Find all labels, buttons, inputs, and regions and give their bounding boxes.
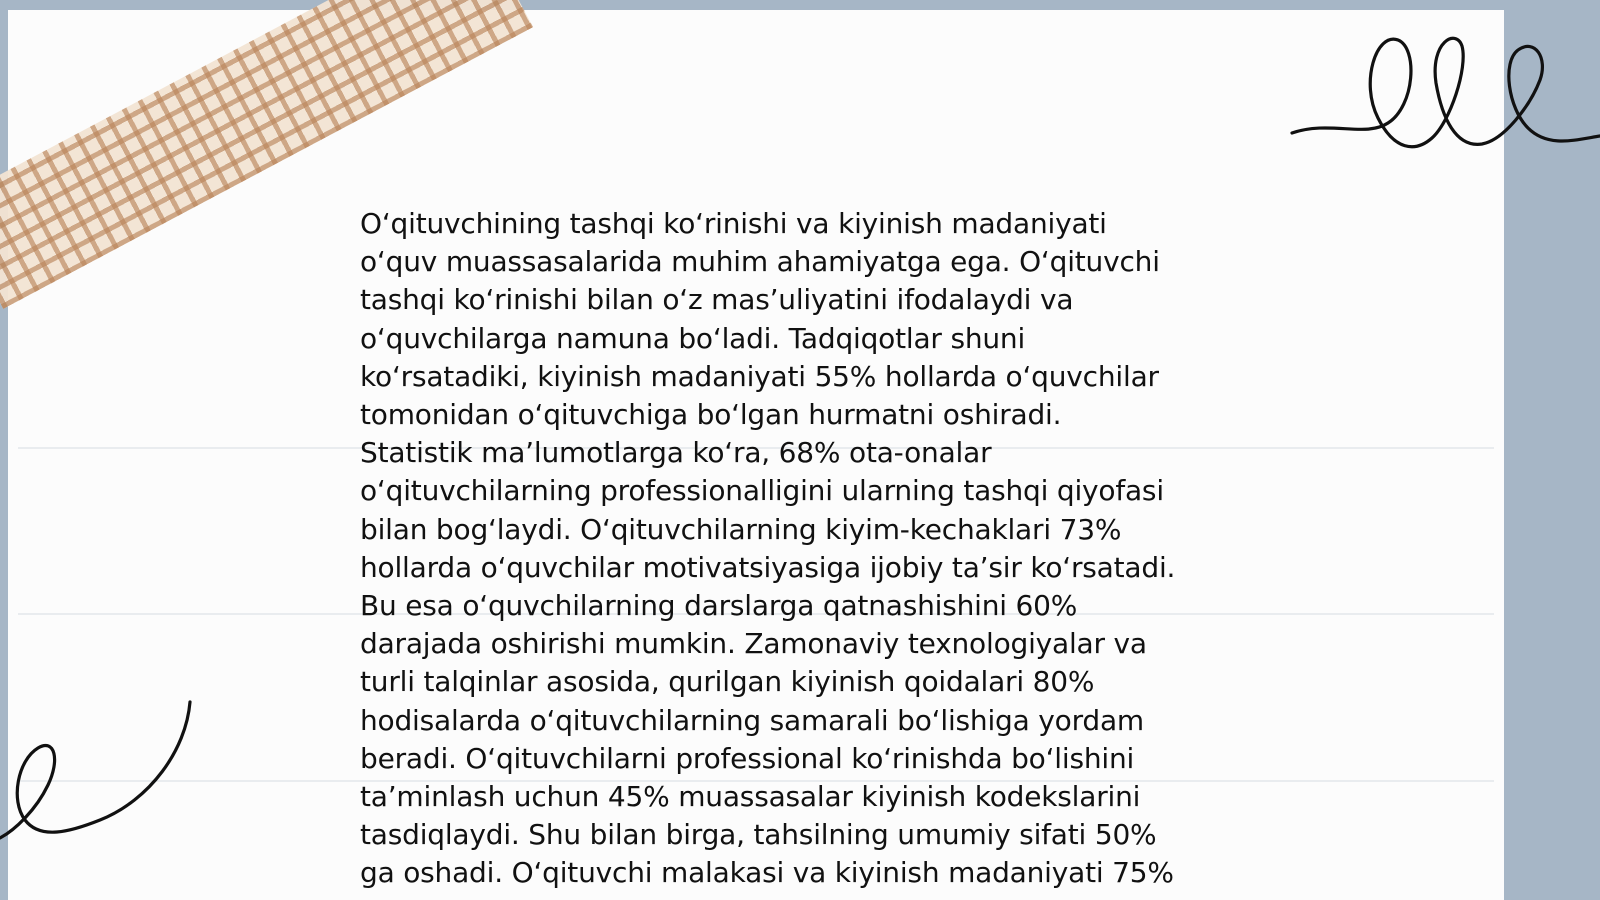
paragraph-line: ko‘rsatadiki, kiyinish madaniyati 55% hollarda o‘quvchilar [360,359,1159,393]
paragraph-line: hodisalarda o‘qituvchilarning samarali bo‘lishiga yordam [360,703,1145,737]
swirl-doodle-bottom [0,690,200,850]
paragraph-line: Bu esa o‘quvchilarning darslarga qatnashishini 60% [360,589,1078,623]
paragraph-line: darajada oshirishi mumkin. Zamonaviy texnologiyalar va [360,627,1147,661]
paragraph-line: beradi. O‘qituvchilarni professional ko‘rinishda bo‘lishini [360,741,1135,775]
paragraph-line: hollarda o‘quvchilar motivatsiyasiga ijobiy ta’sir ko‘rsatadi. [360,550,1176,584]
paragraph-line: Statistik ma’lumotlarga ko‘ra, 68% ota-onalar [360,436,992,470]
paragraph-line: tomonidan o‘qituvchiga bo‘lgan hurmatni oshiradi. [360,398,1062,432]
paragraph-line: tasdiqlaydi. Shu bilan birga, tahsilning umumiy sifati 50% [360,818,1157,852]
paragraph-line: o‘quv muassasalarida muhim ahamiyatga ega. O‘qituvchi [360,245,1160,279]
paragraph-line: o‘quvchilarga namuna bo‘ladi. Tadqiqotlar shuni [360,321,1026,355]
paragraph-line: ta’minlash uchun 45% muassasalar kiyinish kodekslarini [360,780,1141,814]
paragraph-line: tashqi ko‘rinishi bilan o‘z mas’uliyatini ifodalaydi va [360,283,1074,317]
swirl-doodle-top [1290,28,1600,168]
paragraph-line: bilan bog‘laydi. O‘qituvchilarning kiyim-kechaklari 73% [360,512,1122,546]
paragraph-line: O‘qituvchining tashqi ko‘rinishi va kiyinish madaniyati [360,207,1107,240]
paragraph-line: o‘qituvchilarning professionalligini ularning tashqi qiyofasi [360,474,1164,508]
paragraph-line: ga oshadi. O‘qituvchi malakasi va kiyinish madaniyati 75% [360,856,1174,890]
paragraph-line: turli talqinlar asosida, qurilgan kiyinish qoidalari 80% [360,665,1095,699]
body-paragraph [360,205,1260,893]
